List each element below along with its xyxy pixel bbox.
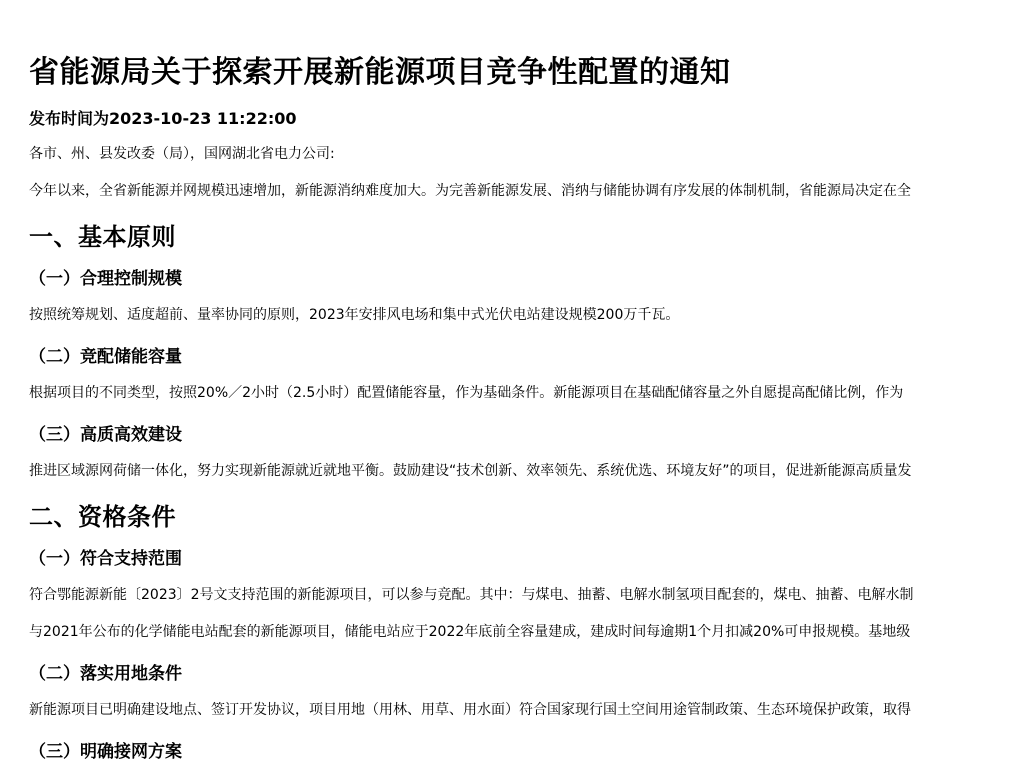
section-heading-qualifications: 二、资格条件: [29, 503, 176, 531]
paragraph-support-scope-2: 与2021年公布的化学储能电站配套的新能源项目，储能电站应于2022年底前全容量建成，建成时间每逾期1个月扣减20%可申报规模。基地级: [29, 624, 911, 640]
paragraph-support-scope-1: 符合鄂能源新能〔2023〕2号文支持范围的新能源项目，可以参与竞配。其中：与煤电、抽蓄、电解水制氢项目配套的，煤电、抽蓄、电解水制: [29, 587, 914, 603]
publish-time: 发布时间为2023-10-23 11:22:00: [29, 109, 297, 128]
subsection-heading-quality-construction: （三）高质高效建设: [29, 425, 182, 445]
subsection-heading-land-conditions: （二）落实用地条件: [29, 664, 182, 684]
paragraph-quality-construction: 推进区域源网荷储一体化，努力实现新能源就近就地平衡。鼓励建设“技术创新、效率领先、系统优选、环境友好”的项目，促进新能源高质量发: [29, 463, 912, 479]
salutation: 各市、州、县发改委（局），国网湖北省电力公司:: [29, 146, 335, 162]
subsection-heading-control-scale: （一）合理控制规模: [29, 269, 182, 289]
subsection-heading-support-scope: （一）符合支持范围: [29, 549, 182, 569]
page-title: 省能源局关于探索开展新能源项目竞争性配置的通知: [29, 55, 731, 90]
subsection-heading-storage-capacity: （二）竞配储能容量: [29, 347, 182, 367]
paragraph-storage-capacity: 根据项目的不同类型，按照20%／2小时（2.5小时）配置储能容量，作为基础条件。新能源项目在基础配储容量之外自愿提高配储比例，作为: [29, 385, 904, 401]
subsection-heading-grid-connection: （三）明确接网方案: [29, 742, 182, 762]
intro-paragraph: 今年以来，全省新能源并网规模迅速增加，新能源消纳难度加大。为完善新能源发展、消纳与储能协调有序发展的体制机制，省能源局决定在全: [29, 183, 911, 199]
section-heading-principles: 一、基本原则: [29, 223, 176, 251]
paragraph-control-scale: 按照统筹规划、适度超前、量率协同的原则，2023年安排风电场和集中式光伏电站建设规模200万千瓦。: [29, 307, 680, 323]
paragraph-land-conditions: 新能源项目已明确建设地点、签订开发协议，项目用地（用林、用草、用水面）符合国家现行国土空间用途管制政策、生态环境保护政策，取得: [29, 702, 911, 718]
